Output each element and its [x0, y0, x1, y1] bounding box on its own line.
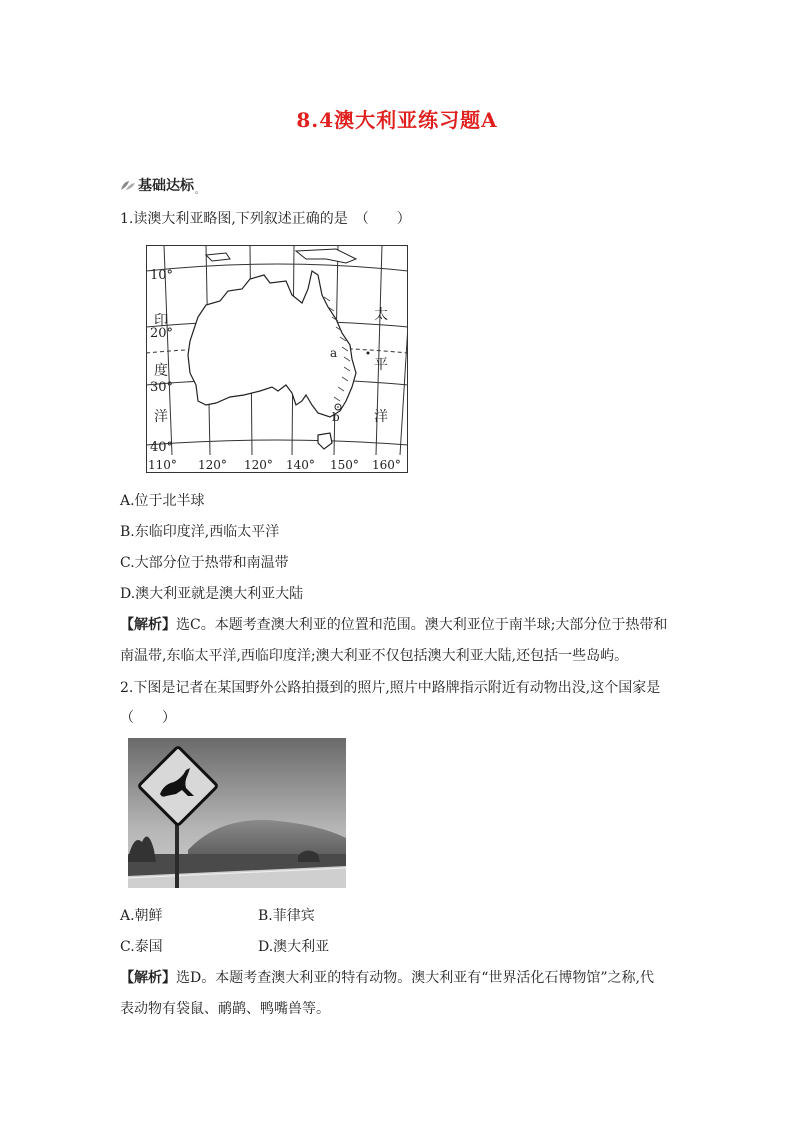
- section-tail: 。: [195, 185, 205, 196]
- q2-option-d: D.澳大利亚: [258, 939, 330, 955]
- point-label-b: b: [332, 410, 340, 424]
- q2-option-c: C.泰国: [120, 939, 163, 955]
- lon-label: 160°: [372, 458, 401, 472]
- q2-option-a: A.朝鲜: [120, 908, 163, 924]
- australia-map: [146, 245, 408, 473]
- lon-label: 120°: [198, 458, 227, 472]
- ocean-label-pacific: 洋: [374, 409, 388, 425]
- analysis-text: 选D。本题考查澳大利亚的特有动物。澳大利亚有“世界活化石博物馆”之称,代: [176, 970, 654, 986]
- analysis-tag: 【解析】: [120, 970, 176, 986]
- section-header: [120, 175, 204, 195]
- analysis-text: 选C。本题考查澳大利亚的位置和范围。澳大利亚位于南半球;大部分位于热带和: [176, 617, 668, 633]
- question-2-stem-line-2: （ ）: [120, 710, 176, 726]
- lat-label: 40°: [150, 440, 174, 455]
- q1-analysis-line-1: [120, 614, 667, 634]
- q1-option-d: D.澳大利亚就是澳大利亚大陆: [120, 586, 304, 602]
- section-label: 基础达标: [138, 178, 194, 194]
- q1-option-b: B.东临印度洋,西临太平洋: [120, 524, 280, 540]
- point-label-a: a: [330, 346, 338, 360]
- q2-option-b: B.菲律宾: [258, 908, 315, 924]
- ocean-label-indian: 洋: [154, 409, 168, 425]
- q1-analysis-line-2: 南温带,东临太平洋,西临印度洋;澳大利亚不仅包括澳大利亚大陆,还包括一些岛屿。: [120, 648, 629, 664]
- lat-label: 30°: [150, 380, 174, 395]
- q2-analysis-line-1: [120, 967, 654, 987]
- leaf-icon: [120, 179, 136, 191]
- question-1-stem: 1.读澳大利亚略图,下列叙述正确的是 （ ）: [120, 211, 411, 227]
- q1-option-a: A.位于北半球: [120, 493, 205, 509]
- kangaroo-sign-photo: [128, 738, 346, 888]
- lon-label: 140°: [286, 458, 315, 472]
- ocean-label-pacific: 太: [374, 307, 388, 323]
- lon-label: 120°: [244, 458, 273, 472]
- lat-label: 10°: [150, 268, 174, 283]
- analysis-tag: 【解析】: [120, 617, 176, 633]
- ocean-label-indian: 印: [154, 313, 168, 329]
- lat-label: 20°: [150, 326, 174, 341]
- q2-analysis-line-2: 表动物有袋鼠、鸸鹋、鸭嘴兽等。: [120, 1001, 330, 1017]
- ocean-label-indian: 度: [154, 363, 168, 379]
- q1-option-c: C.大部分位于热带和南温带: [120, 555, 289, 571]
- lon-label: 110°: [148, 458, 177, 472]
- question-2-stem-line-1: 2.下图是记者在某国野外公路拍摄到的照片,照片中路牌指示附近有动物出没,这个国家是: [120, 680, 661, 696]
- lon-label: 150°: [330, 458, 359, 472]
- ocean-label-pacific: 平: [374, 357, 388, 373]
- page-title: 8.4澳大利亚练习题A: [296, 108, 498, 132]
